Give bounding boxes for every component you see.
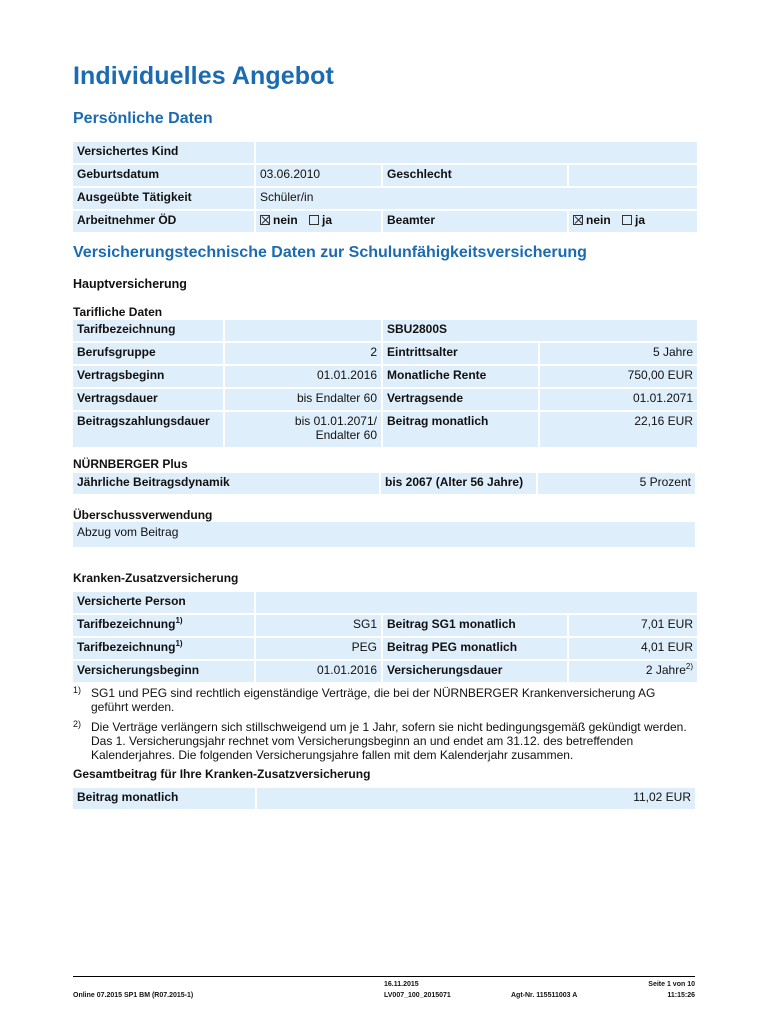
footer-doc-id: LV007_100_2015071 bbox=[384, 992, 451, 999]
table-row bbox=[73, 320, 697, 341]
rente-value: 750,00 EUR bbox=[540, 366, 697, 387]
beitrag-sg1-label: Beitrag SG1 monatlich bbox=[383, 615, 567, 636]
beitrag-monatlich-value: 22,16 EUR bbox=[540, 412, 697, 447]
ueberschuss-table bbox=[71, 520, 697, 549]
dynamik-value: 5 Prozent bbox=[538, 473, 695, 494]
kranken-heading: Kranken-Zusatzversicherung bbox=[73, 571, 239, 585]
beamter-nein: nein bbox=[586, 213, 611, 227]
footnote-2 bbox=[73, 720, 695, 762]
footnote-number: 2) bbox=[73, 719, 82, 729]
beitrag-sg1-value: 7,01 EUR bbox=[569, 615, 697, 636]
versicherungsdauer-label: Versicherungsdauer bbox=[383, 661, 567, 682]
checkbox-checked-icon bbox=[260, 215, 270, 225]
table-row bbox=[73, 211, 697, 232]
gesamt-table bbox=[71, 786, 697, 811]
page-title: Individuelles Angebot bbox=[73, 62, 334, 90]
table-row bbox=[73, 788, 695, 809]
plus-heading: NÜRNBERGER Plus bbox=[73, 457, 188, 471]
table-row bbox=[73, 592, 697, 613]
tarif1-value: SG1 bbox=[256, 615, 381, 636]
table-row bbox=[73, 343, 697, 364]
personal-data-table bbox=[71, 140, 699, 234]
footnote-ref: 1) bbox=[175, 616, 183, 625]
footer-agent-number: Agt-Nr. 115511003 A bbox=[511, 992, 578, 999]
beamter-ja: ja bbox=[635, 213, 646, 227]
table-row bbox=[73, 522, 695, 547]
table-row bbox=[73, 188, 697, 209]
tarif-row-value bbox=[225, 320, 381, 341]
checkbox-checked-icon bbox=[573, 215, 583, 225]
section-personal-heading: Persönliche Daten bbox=[73, 110, 213, 127]
beitragszahlungsdauer-value: bis 01.01.2071/ Endalter 60 bbox=[225, 412, 381, 447]
vertragsende-label: Vertragsende bbox=[383, 389, 538, 410]
checkbox-empty-icon bbox=[622, 215, 632, 225]
eintrittsalter-value: 5 Jahre bbox=[540, 343, 697, 364]
footnote-ref: 2) bbox=[685, 662, 694, 671]
checkbox-empty-icon bbox=[309, 215, 319, 225]
footnote-ref: 1) bbox=[175, 639, 183, 648]
tarif2-value: PEG bbox=[256, 638, 381, 659]
table-row bbox=[73, 661, 697, 682]
beitrag-peg-value: 4,01 EUR bbox=[569, 638, 697, 659]
footnote-1 bbox=[73, 686, 695, 714]
table-row bbox=[73, 615, 697, 636]
kind-label: Versichertes Kind bbox=[73, 142, 254, 163]
footnote-number: 1) bbox=[73, 685, 82, 695]
tarif-code: SBU2800S bbox=[383, 320, 697, 341]
berufsgruppe-value: 2 bbox=[225, 343, 381, 364]
geschlecht-label: Geschlecht bbox=[383, 165, 567, 186]
taetigkeit-value: Schüler/in bbox=[256, 188, 697, 209]
geburtsdatum-label: Geburtsdatum bbox=[73, 165, 254, 186]
person-label: Versicherte Person bbox=[73, 592, 254, 613]
rente-label: Monatliche Rente bbox=[383, 366, 538, 387]
gesamt-heading: Gesamtbeitrag für Ihre Kranken-Zusatzversicherung bbox=[73, 767, 371, 781]
tarif2-label-text: Tarifbezeichnung bbox=[77, 640, 176, 654]
footer-time: 11:15:26 bbox=[667, 992, 695, 999]
beitragszahlungsdauer-label: Beitragszahlungsdauer bbox=[73, 412, 223, 447]
footer-date: 16.11.2015 bbox=[384, 981, 419, 988]
footer-page-number: Seite 1 von 10 bbox=[648, 981, 695, 988]
haupt-heading: Hauptversicherung bbox=[73, 277, 187, 291]
table-row bbox=[73, 142, 697, 163]
person-value bbox=[256, 592, 697, 613]
beamter-label: Beamter bbox=[383, 211, 567, 232]
section-technical-heading: Versicherungstechnische Daten zur Schulunfähigkeitsversicherung bbox=[73, 244, 587, 261]
tarif-table bbox=[71, 318, 699, 449]
taetigkeit-label: Ausgeübte Tätigkeit bbox=[73, 188, 254, 209]
arbeitnehmer-options bbox=[256, 211, 381, 232]
table-row bbox=[73, 366, 697, 387]
vertragsende-value: 01.01.2071 bbox=[540, 389, 697, 410]
vertragsdauer-label: Vertragsdauer bbox=[73, 389, 223, 410]
vertragsbeginn-value: 01.01.2016 bbox=[225, 366, 381, 387]
vertragsbeginn-label: Vertragsbeginn bbox=[73, 366, 223, 387]
footnote-text: Die Verträge verlängern sich stillschweigend um je 1 Jahr, sofern sie nicht bedingungsgemäß gekündigt werden. Das 1. Versicherungsjahr rechnet vom Versicherungsbeginn an und endet am 31.12. des betreffenden Kalenderjahres. Die folgenden Versicherungsjahre fallen mit dem Kalenderjahr zusammen. bbox=[91, 720, 687, 762]
footer-divider bbox=[73, 976, 695, 977]
ueberschuss-value: Abzug vom Beitrag bbox=[73, 522, 695, 547]
dynamik-label: Jährliche Beitragsdynamik bbox=[73, 473, 379, 494]
beamter-options bbox=[569, 211, 697, 232]
table-row bbox=[73, 389, 697, 410]
tarif2-label bbox=[73, 638, 254, 659]
gesamt-label: Beitrag monatlich bbox=[73, 788, 255, 809]
arbeitnehmer-ja: ja bbox=[322, 213, 333, 227]
plus-table bbox=[71, 471, 697, 496]
tarif-heading: Tarifliche Daten bbox=[73, 305, 163, 319]
table-row bbox=[73, 473, 695, 494]
arbeitnehmer-nein: nein bbox=[273, 213, 298, 227]
arbeitnehmer-label: Arbeitnehmer ÖD bbox=[73, 211, 254, 232]
footnote-text: SG1 und PEG sind rechtlich eigenständige Verträge, die bei der NÜRNBERGER Krankenversicherung AG geführt werden. bbox=[91, 686, 656, 714]
versicherungsdauer-value: 2 Jahre bbox=[645, 663, 686, 677]
eintrittsalter-label: Eintrittsalter bbox=[383, 343, 538, 364]
versicherungsbeginn-value: 01.01.2016 bbox=[256, 661, 381, 682]
tarif1-label-text: Tarifbezeichnung bbox=[77, 617, 176, 631]
tarif1-label bbox=[73, 615, 254, 636]
table-row bbox=[73, 412, 697, 447]
table-row bbox=[73, 638, 697, 659]
ueberschuss-heading: Überschussverwendung bbox=[73, 508, 213, 522]
versicherungsbeginn-label: Versicherungsbeginn bbox=[73, 661, 254, 682]
kranken-table bbox=[71, 590, 699, 684]
berufsgruppe-label: Berufsgruppe bbox=[73, 343, 223, 364]
footer-version: Online 07.2015 SP1 BM (R07.2015-1) bbox=[73, 992, 194, 999]
vertragsdauer-value: bis Endalter 60 bbox=[225, 389, 381, 410]
beitrag-peg-label: Beitrag PEG monatlich bbox=[383, 638, 567, 659]
geburtsdatum-value: 03.06.2010 bbox=[256, 165, 381, 186]
beitrag-monatlich-label: Beitrag monatlich bbox=[383, 412, 538, 447]
versicherungsdauer-cell bbox=[569, 661, 697, 682]
dynamik-period: bis 2067 (Alter 56 Jahre) bbox=[381, 473, 536, 494]
geschlecht-value bbox=[569, 165, 697, 186]
gesamt-value: 11,02 EUR bbox=[257, 788, 695, 809]
kind-value bbox=[256, 142, 697, 163]
tarif-row-label: Tarifbezeichnung bbox=[73, 320, 223, 341]
table-row bbox=[73, 165, 697, 186]
